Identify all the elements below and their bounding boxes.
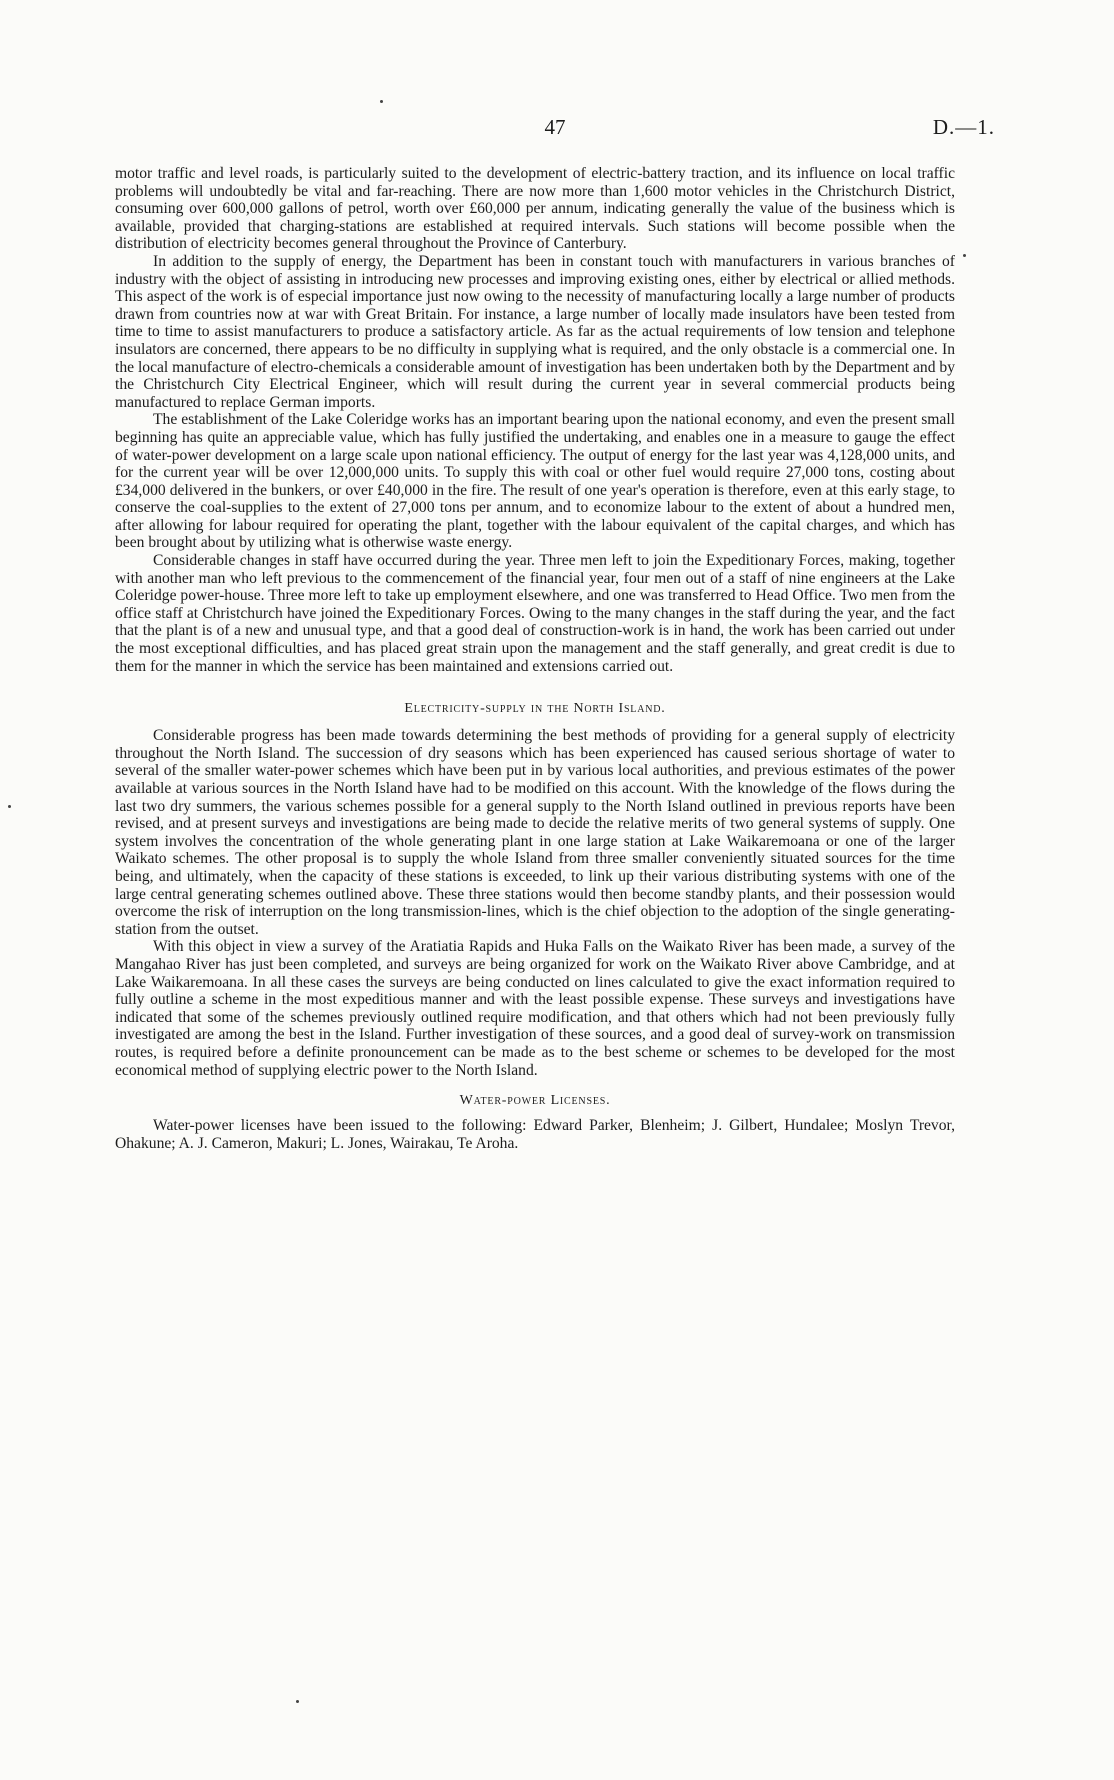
document-reference: D.—1. [932, 115, 995, 139]
section-heading-water-power: Water-power Licenses. [459, 1093, 611, 1109]
paragraph-staff-changes: Considerable changes in staff have occurred during the year. Three men left to join the Expeditionary Forces, making, together with another man who left previous to the commencement of the financial year, four men out of a staff of nine engineers at the Lake Coleridge power-house. Three more left to take up employment elsewhere, and one was transferred to Head Office. Two men from the office staff at Christchurch have joined the Expeditionary Forces. Owing to the many changes in the staff during the year, and the fact that the plant is of a new and unusual type, and that a good deal of construction-work is in hand, the work has been carried out under the most exceptional difficulties, and has placed great strain upon the management and the staff generally, and great credit is due to them for the manner in which the service has been maintained and extensions carried out. [115, 552, 955, 675]
section-heading-north-island: Electricity-supply in the North Island. [404, 701, 666, 717]
paragraph-surveys: With this object in view a survey of the Aratiatia Rapids and Huka Falls on the Waikato River has been made, a survey of the Mangahao River has just been completed, and surveys are being organized for work on the Waikato River above Cambridge, and at Lake Waikaremoana. In all these cases the surveys are being conducted on lines calculated to give the exact information required to fully outline a scheme in the most expeditious manner and with the least possible expense. These surveys and investigations have indicated that some of the schemes previously outlined require modification, and that others which had not been previously fully investigated are among the best in the Island. Further investigation of these sources, and a good deal of survey-work on transmission routes, is required before a definite pronouncement can be made as to the best scheme or schemes to be developed for the most economical method of supplying electric power to the North Island. [115, 938, 955, 1079]
paragraph-lake-coleridge: The establishment of the Lake Coleridge works has an important bearing upon the national economy, and even the present small beginning has quite an appreciable value, which has fully justified the undertaking, and enables one in a measure to gauge the effect of water-power development on a large scale upon national efficiency. The output of energy for the last year was 4,128,000 units, and for the current year will be over 12,000,000 units. To supply this with coal or other fuel would require 27,000 tons, costing about £34,000 delivered in the bunkers, or over £40,000 in the fire. The result of one year's operation is therefore, even at this early stage, to conserve the coal-supplies to the extent of 27,000 tons per annum, and to economize labour to the extent of about a hundred men, after allowing for labour required for operating the plant, together with the labour equivalent of the capital charges, and which has been brought about by utilizing what is otherwise waste energy. [115, 411, 955, 552]
page-number: 47 [544, 115, 566, 139]
paragraph-north-island-progress: Considerable progress has been made towards determining the best methods of providing for a general supply of electricity throughout the North Island. The succession of dry seasons which has been experienced has caused serious shortage of water to several of the smaller water-power schemes which have been put in by various local authorities, and previous estimates of the power available at various sources in the North Island have had to be modified on this account. With the knowledge of the flows during the last two dry summers, the various schemes possible for a general supply to the North Island outlined in previous reports have been revised, and at present surveys and investigations are being made to decide the relative merits of two general systems of supply. One system involves the concentration of the whole generating plant in one large station at Lake Waikaremoana or one of the larger Waikato schemes. The other proposal is to supply the whole Island from three smaller conveniently situated sources for the time being, and ultimately, when the capacity of these stations is exceeded, to link up their various distributing systems with one of the large central generating schemes outlined above. These three stations would then become standby plants, and their possession would overcome the risk of interruption on the long transmission-lines, which is the chief objection to the adoption of the single generating-station from the outset. [115, 727, 955, 938]
speck-mark [963, 254, 966, 257]
paragraph-licenses: Water-power licenses have been issued to the following: Edward Parker, Blenheim; J. Gilbert, Hundalee; Moslyn Trevor, Ohakune; A. J. Cameron, Makuri; L. Jones, Wairakau, Te Aroha. [115, 1117, 955, 1152]
paragraph-motor-traffic: motor traffic and level roads, is particularly suited to the development of electric-battery traction, and its influence on local traffic problems will undoubtedly be vital and far-reaching. There are now more than 1,600 motor vehicles in the Christchurch District, consuming over 600,000 gallons of petrol, worth over £60,000 per annum, indicating generally the value of the business which is available, provided that charging-stations are established at required intervals. Such stations will become possible when the distribution of electricity becomes general throughout the Province of Canterbury. [115, 165, 955, 253]
speck-mark [380, 100, 383, 103]
paragraph-manufacturers: In addition to the supply of energy, the Department has been in constant touch with manufacturers in various branches of industry with the object of assisting in introducing new processes and improving existing ones, either by electrical or allied methods. This aspect of the work is of especial importance just now owing to the necessity of manufacturing locally a large number of products drawn from countries now at war with Great Britain. For instance, a large number of locally made insulators have been tested from time to time to assist manufacturers to produce a satisfactory article. As far as the actual requirements of low tension and telephone insulators are concerned, there appears to be no difficulty in supplying what is required, and the only obstacle is a commercial one. In the local manufacture of electro-chemicals a considerable amount of investigation has been undertaken both by the Department and by the Christchurch City Electrical Engineer, which will result during the current year in several commercial products being manufactured to replace German imports. [115, 252, 956, 411]
speck-mark [296, 1700, 299, 1703]
body-text [115, 165, 955, 1152]
page-header [115, 115, 995, 145]
speck-mark [8, 805, 11, 808]
